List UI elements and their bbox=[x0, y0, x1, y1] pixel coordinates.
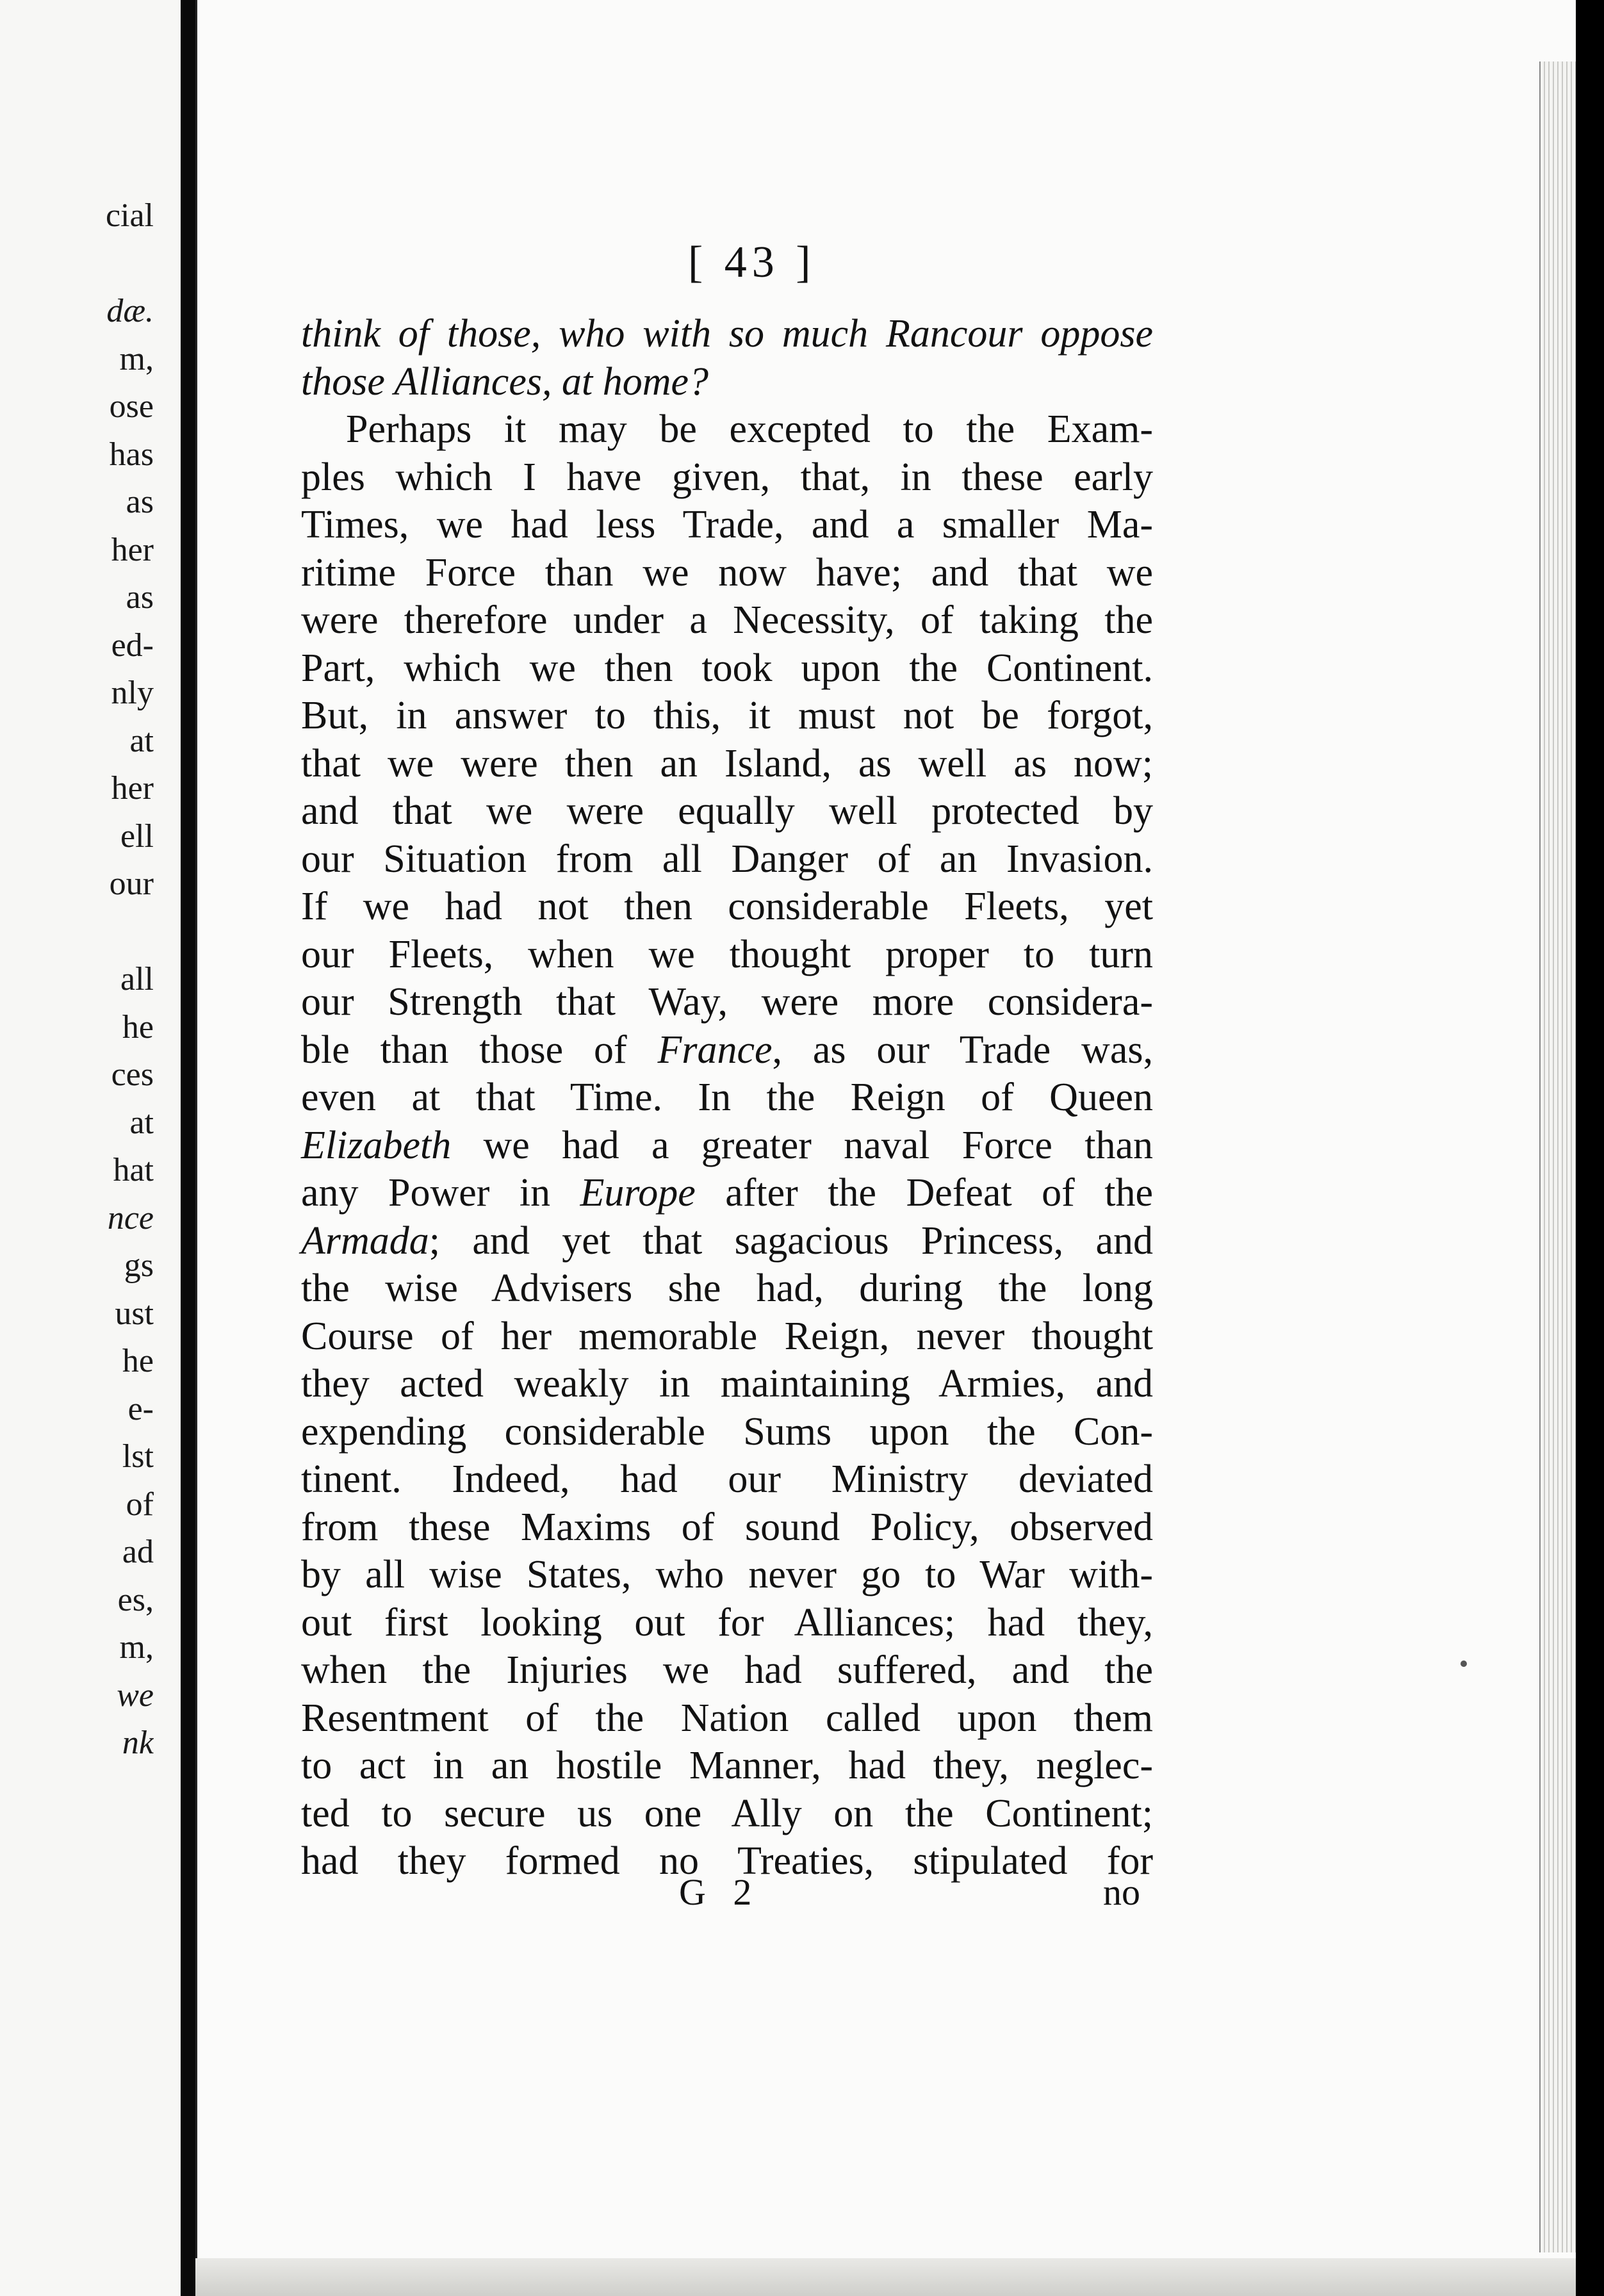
previous-page-fragment: hat bbox=[113, 1152, 154, 1188]
text-segment: ble than those of bbox=[301, 1028, 658, 1072]
previous-page-fragment: he bbox=[122, 1008, 154, 1046]
text-line bbox=[301, 692, 1153, 740]
text-segment: If we had not then considerable Fleets, yet bbox=[301, 885, 1153, 928]
previous-page-fragment: ed- bbox=[111, 627, 154, 664]
previous-page-fragment: her bbox=[111, 531, 154, 568]
text-line bbox=[301, 1217, 1153, 1265]
previous-page-fragment: e- bbox=[127, 1390, 154, 1427]
previous-page-fragment: he bbox=[122, 1343, 154, 1379]
text-segment: and that we were equally well protected by bbox=[301, 789, 1153, 833]
ink-speck bbox=[1461, 1660, 1467, 1667]
previous-page-fragment: we bbox=[117, 1677, 154, 1714]
text-segment: that we were then an Island, as well as now; bbox=[301, 741, 1153, 785]
text-segment: ples which I have given, that, in these early bbox=[301, 455, 1153, 499]
text-line bbox=[301, 1360, 1153, 1408]
page-number: [ 43 ] bbox=[688, 238, 816, 287]
text-segment: they acted weakly in maintaining Armies, and bbox=[301, 1362, 1153, 1406]
text-line bbox=[301, 310, 1153, 358]
page-edges bbox=[1539, 62, 1576, 2252]
scan-border bbox=[1576, 0, 1604, 2296]
text-segment: expending considerable Sums upon the Con- bbox=[301, 1409, 1153, 1454]
text-segment: our Situation from all Danger of an Invasion. bbox=[301, 837, 1153, 881]
text-segment: from these Maxims of sound Policy, observed bbox=[301, 1505, 1153, 1549]
previous-page-fragment: as bbox=[126, 579, 154, 616]
previous-page-fragment: m, bbox=[119, 340, 154, 377]
page-footer bbox=[301, 1871, 1140, 1922]
previous-page-fragment: cial bbox=[105, 197, 154, 234]
text-segment: think of those, who with so much Rancour oppose bbox=[301, 312, 1153, 356]
text-line bbox=[301, 1551, 1153, 1599]
text-line bbox=[301, 835, 1153, 883]
text-segment: ritime Force than we now have; and that we bbox=[301, 550, 1153, 594]
text-line bbox=[301, 1694, 1153, 1742]
previous-page-fragment: gs bbox=[124, 1247, 154, 1284]
text-segment: our Fleets, when we thought proper to turn bbox=[301, 932, 1153, 976]
previous-page-fragment: nly bbox=[111, 675, 154, 711]
previous-page-fragment: all bbox=[120, 961, 154, 997]
text-line bbox=[301, 740, 1153, 788]
previous-page-fragment: ell bbox=[120, 817, 154, 855]
text-line bbox=[301, 454, 1153, 502]
previous-page-fragment: es, bbox=[117, 1581, 154, 1618]
text-segment: had they formed no Treaties, stipulated for bbox=[301, 1839, 1153, 1883]
text-segment: tinent. Indeed, had our Ministry deviated bbox=[301, 1457, 1153, 1501]
text-segment: any Power in bbox=[301, 1171, 580, 1215]
text-line bbox=[301, 1504, 1153, 1552]
previous-page-fragment: at bbox=[129, 722, 154, 759]
text-line bbox=[301, 1790, 1153, 1838]
text-segment: to act in an hostile Manner, had they, neglec- bbox=[301, 1744, 1153, 1787]
text-line bbox=[301, 1265, 1153, 1313]
text-line bbox=[301, 501, 1153, 549]
text-line bbox=[301, 1169, 1153, 1217]
text-line bbox=[301, 883, 1153, 931]
text-line bbox=[301, 406, 1153, 454]
signature-mark: G 2 bbox=[679, 1871, 761, 1913]
text-line bbox=[301, 1122, 1153, 1170]
text-segment: Elizabeth bbox=[301, 1123, 452, 1167]
text-segment: Resentment of the Nation called upon them bbox=[301, 1696, 1153, 1740]
text-segment: were therefore under a Necessity, of taking the bbox=[301, 598, 1153, 642]
previous-page-fragment: ces bbox=[111, 1056, 154, 1093]
text-segment: But, in answer to this, it must not be forgot, bbox=[301, 694, 1153, 737]
previous-page-edge bbox=[0, 0, 181, 2296]
previous-page-fragment bbox=[0, 240, 154, 288]
text-line bbox=[301, 358, 1153, 406]
text-segment: Course of her memorable Reign, never thought bbox=[301, 1314, 1153, 1358]
text-line bbox=[301, 596, 1153, 644]
text-line bbox=[301, 1456, 1153, 1504]
text-segment: Part, which we then took upon the Continent. bbox=[301, 646, 1153, 690]
text-line bbox=[301, 978, 1153, 1026]
previous-page-fragment: ose bbox=[109, 388, 154, 425]
previous-page-fragment: as bbox=[126, 484, 154, 520]
text-line bbox=[301, 1026, 1153, 1074]
previous-page-fragment: dæ. bbox=[106, 293, 154, 329]
previous-page-fragment: nce bbox=[107, 1199, 154, 1236]
previous-page-line-fragments bbox=[0, 192, 154, 1767]
page-bottom-edge bbox=[195, 2258, 1576, 2296]
text-segment: , as our Trade was, bbox=[772, 1028, 1153, 1072]
text-segment: ; and yet that sagacious Princess, and bbox=[429, 1218, 1153, 1263]
text-line bbox=[301, 787, 1153, 835]
previous-page-fragment: ad bbox=[122, 1534, 154, 1570]
previous-page-fragment: of bbox=[126, 1486, 154, 1523]
text-segment: after the Defeat of the bbox=[695, 1171, 1153, 1215]
text-segment: out first looking out for Alliances; had they, bbox=[301, 1600, 1153, 1644]
text-segment: ted to secure us one Ally on the Continent; bbox=[301, 1791, 1153, 1835]
previous-page-fragment: m, bbox=[119, 1629, 154, 1666]
text-line bbox=[301, 1646, 1153, 1694]
text-segment: by all wise States, who never go to War with- bbox=[301, 1553, 1153, 1596]
text-segment: we had a greater naval Force than bbox=[451, 1123, 1153, 1167]
text-segment: Armada bbox=[301, 1218, 429, 1263]
text-segment: Europe bbox=[580, 1171, 696, 1215]
text-segment: France bbox=[657, 1028, 773, 1072]
previous-page-fragment: her bbox=[111, 770, 154, 807]
previous-page-fragment: at bbox=[129, 1104, 154, 1141]
previous-page-fragment: nk bbox=[122, 1725, 154, 1761]
previous-page-fragment: our bbox=[109, 865, 154, 902]
previous-page-fragment bbox=[0, 908, 154, 956]
body-text bbox=[301, 310, 1153, 1885]
text-segment: Times, we had less Trade, and a smaller Ma- bbox=[301, 503, 1153, 546]
text-segment: those Alliances, at home? bbox=[301, 359, 708, 404]
text-segment: when the Injuries we had suffered, and the bbox=[301, 1648, 1153, 1692]
previous-page-fragment: ust bbox=[115, 1295, 154, 1332]
text-segment: Perhaps it may be excepted to the Exam- bbox=[346, 407, 1153, 451]
previous-page-fragment: lst bbox=[122, 1438, 154, 1475]
text-segment: even at that Time. In the Reign of Queen bbox=[301, 1076, 1153, 1119]
text-line bbox=[301, 1742, 1153, 1790]
text-line bbox=[301, 1408, 1153, 1456]
text-line bbox=[301, 1599, 1153, 1647]
text-segment: the wise Advisers she had, during the long bbox=[301, 1267, 1153, 1310]
text-line bbox=[301, 931, 1153, 979]
text-line bbox=[301, 1313, 1153, 1361]
text-segment: our Strength that Way, were more considera- bbox=[301, 980, 1153, 1024]
text-line bbox=[301, 1074, 1153, 1122]
text-line bbox=[301, 549, 1153, 597]
previous-page-fragment: has bbox=[109, 436, 154, 473]
catchword: no bbox=[1103, 1871, 1140, 1913]
text-line bbox=[301, 644, 1153, 693]
